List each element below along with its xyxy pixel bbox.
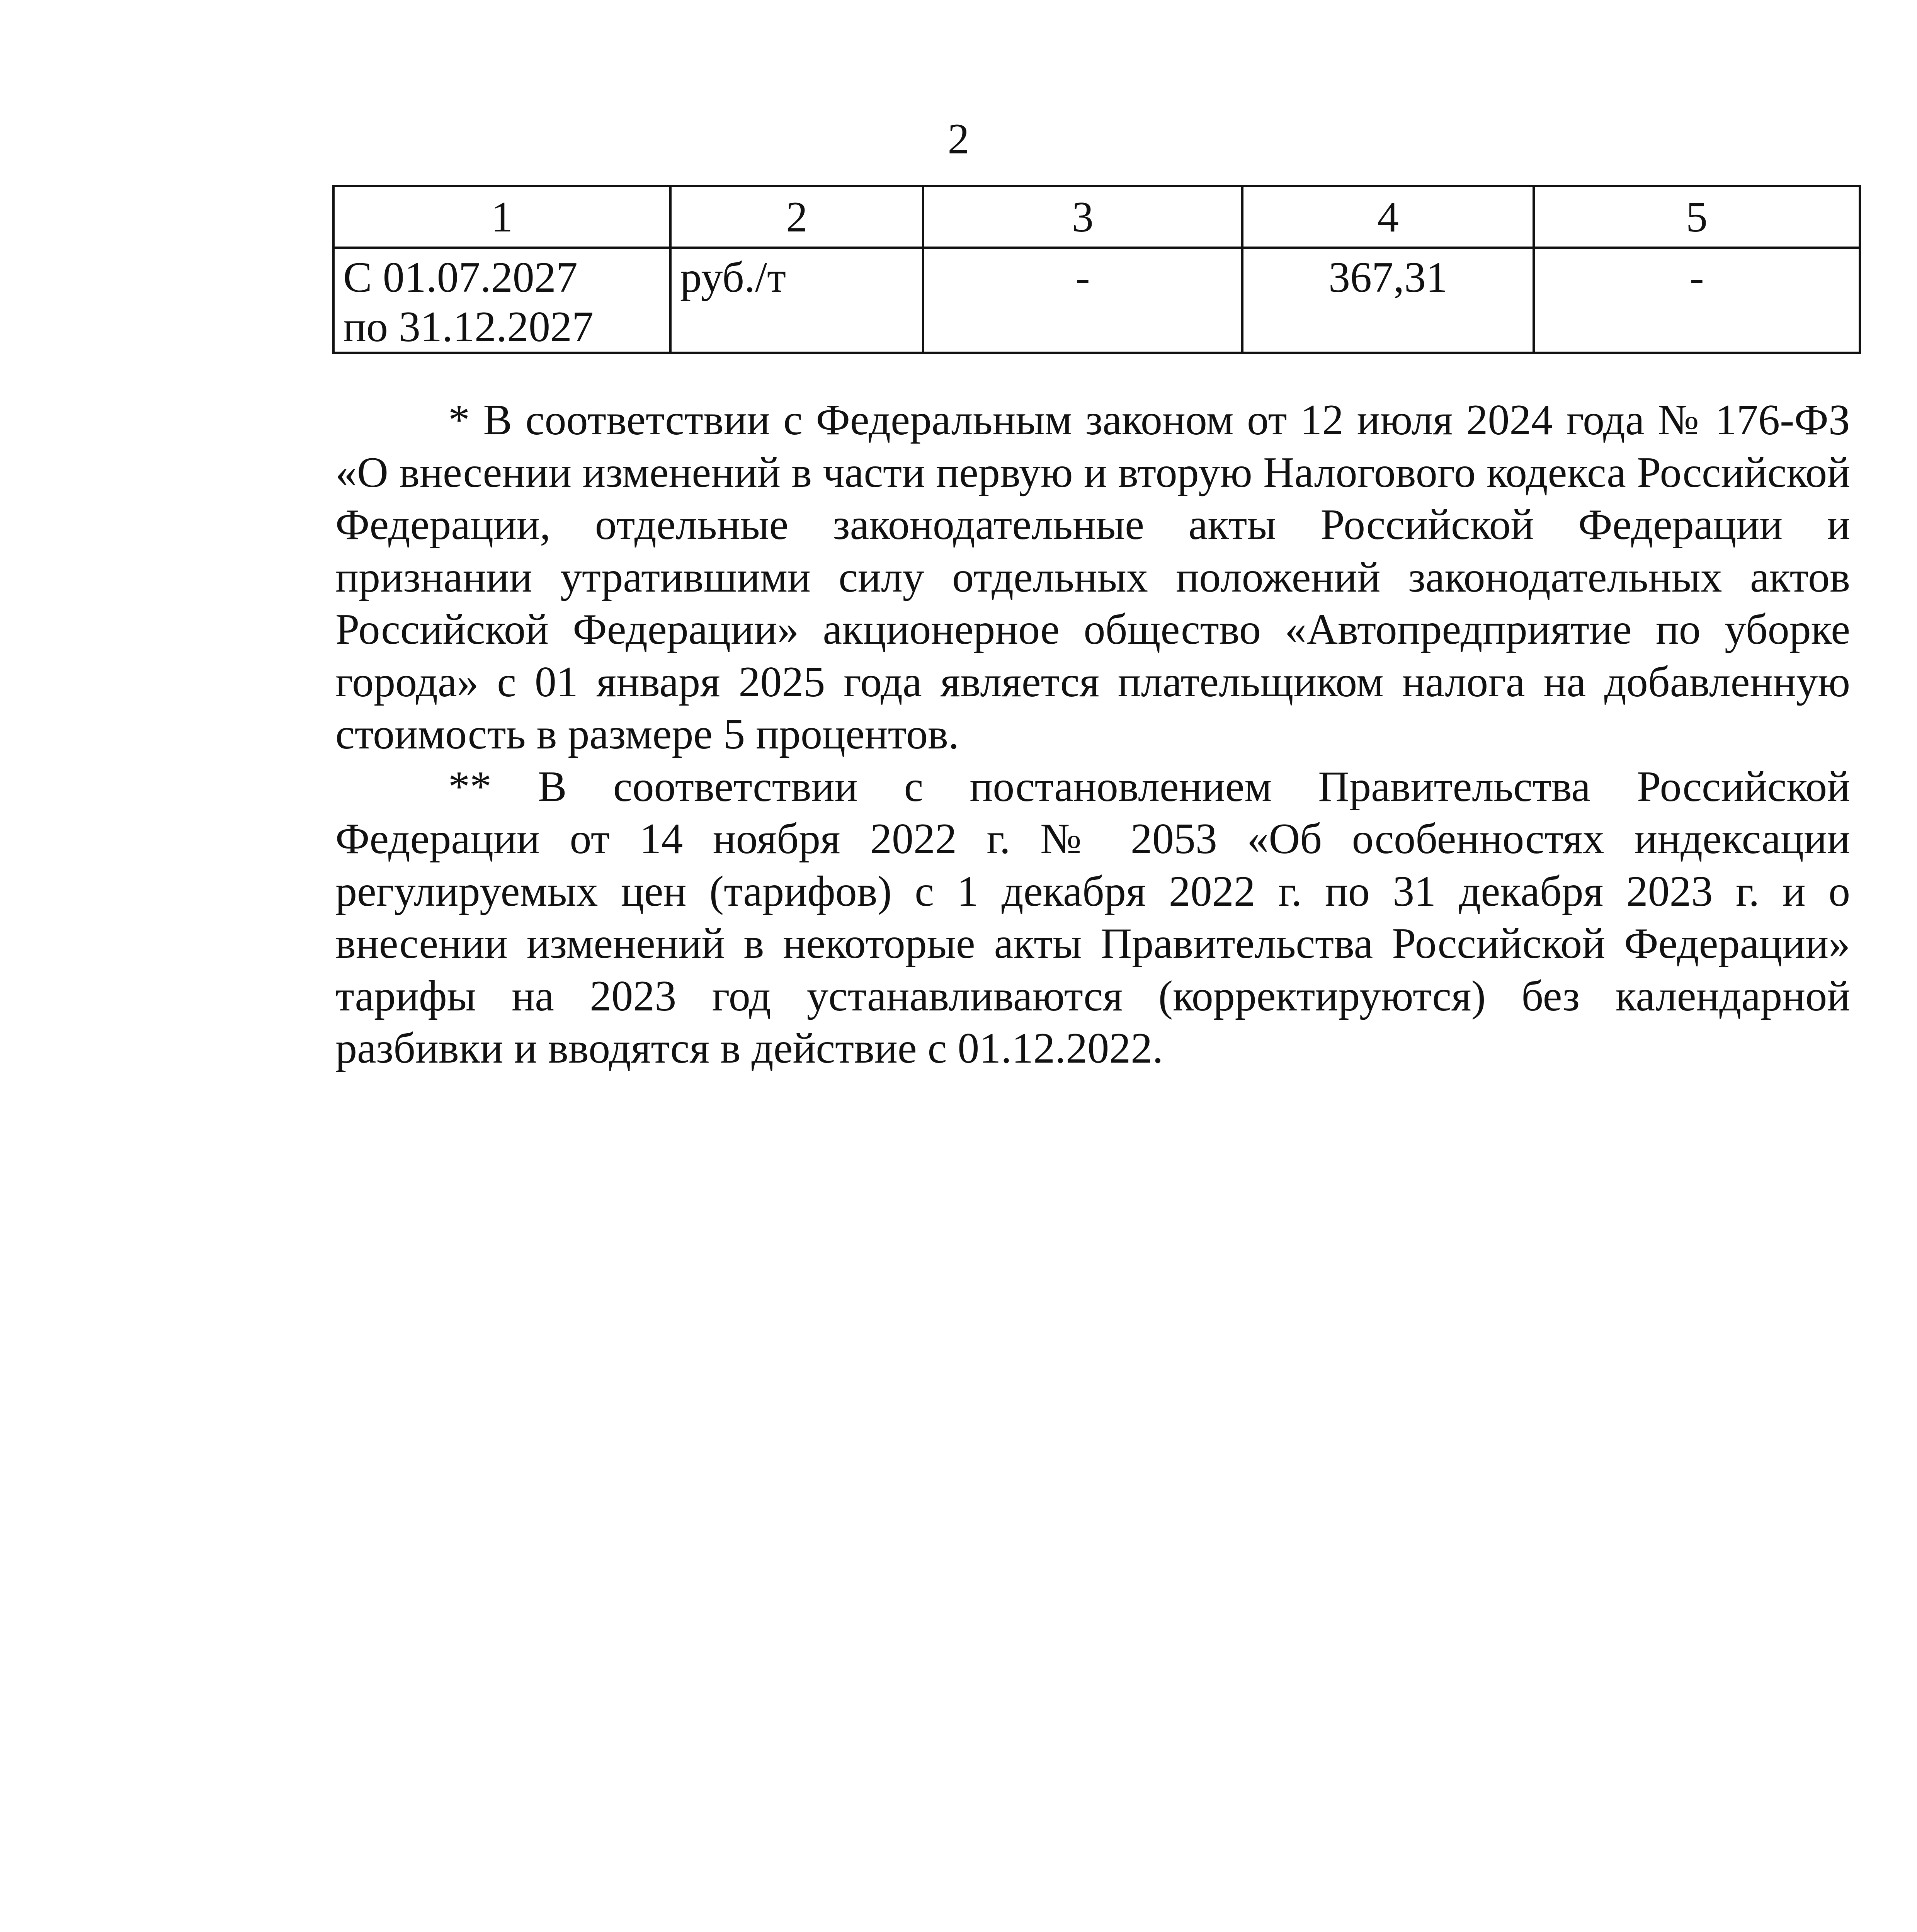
tariff-table	[332, 185, 1861, 354]
header-cell-3: 3	[923, 186, 1242, 248]
footnote-vat: * В соответствии с Федеральным законом от 12 июля 2024 года № 176-ФЗ «О внесении изменений в части первую и вторую Налогового кодекса Российской Федерации, отдельные законодательные акты Российской Федерации и признании утратившими силу отдельных положений законодательных актов Российской Федерации» акционерное общество «Автопредприятие по уборке города» с 01 января 2025 года является плательщиком налога на добавленную стоимость в размере 5 процентов.	[335, 396, 1850, 758]
col3-cell: -	[923, 248, 1242, 353]
table-header-row	[333, 186, 1860, 248]
header-cell-2: 2	[670, 186, 923, 248]
footnotes	[335, 394, 1850, 1075]
period-cell: С 01.07.2027 по 31.12.2027	[333, 248, 670, 353]
footnote-indexation: ** В соответствии с постановлением Правительства Российской Федерации от 14 ноября 2022 г. № 2053 «Об особенностях индексации регулируемых цен (тарифов) с 1 декабря 2022 г. по 31 декабря 2023 г. и о внесении изменений в некоторые акты Правительства Российской Федерации» тарифы на 2023 год устанавливаются (корректируются) без календарной разбивки и вводятся в действие с 01.12.2022.	[335, 762, 1850, 1072]
header-cell-1: 1	[333, 186, 670, 248]
unit-cell: руб./т	[670, 248, 923, 353]
value-cell: 367,31	[1242, 248, 1534, 353]
col5-cell: -	[1534, 248, 1860, 353]
header-cell-4: 4	[1242, 186, 1534, 248]
page-number: 2	[947, 115, 970, 163]
header-cell-5: 5	[1534, 186, 1860, 248]
table-row	[333, 248, 1860, 353]
